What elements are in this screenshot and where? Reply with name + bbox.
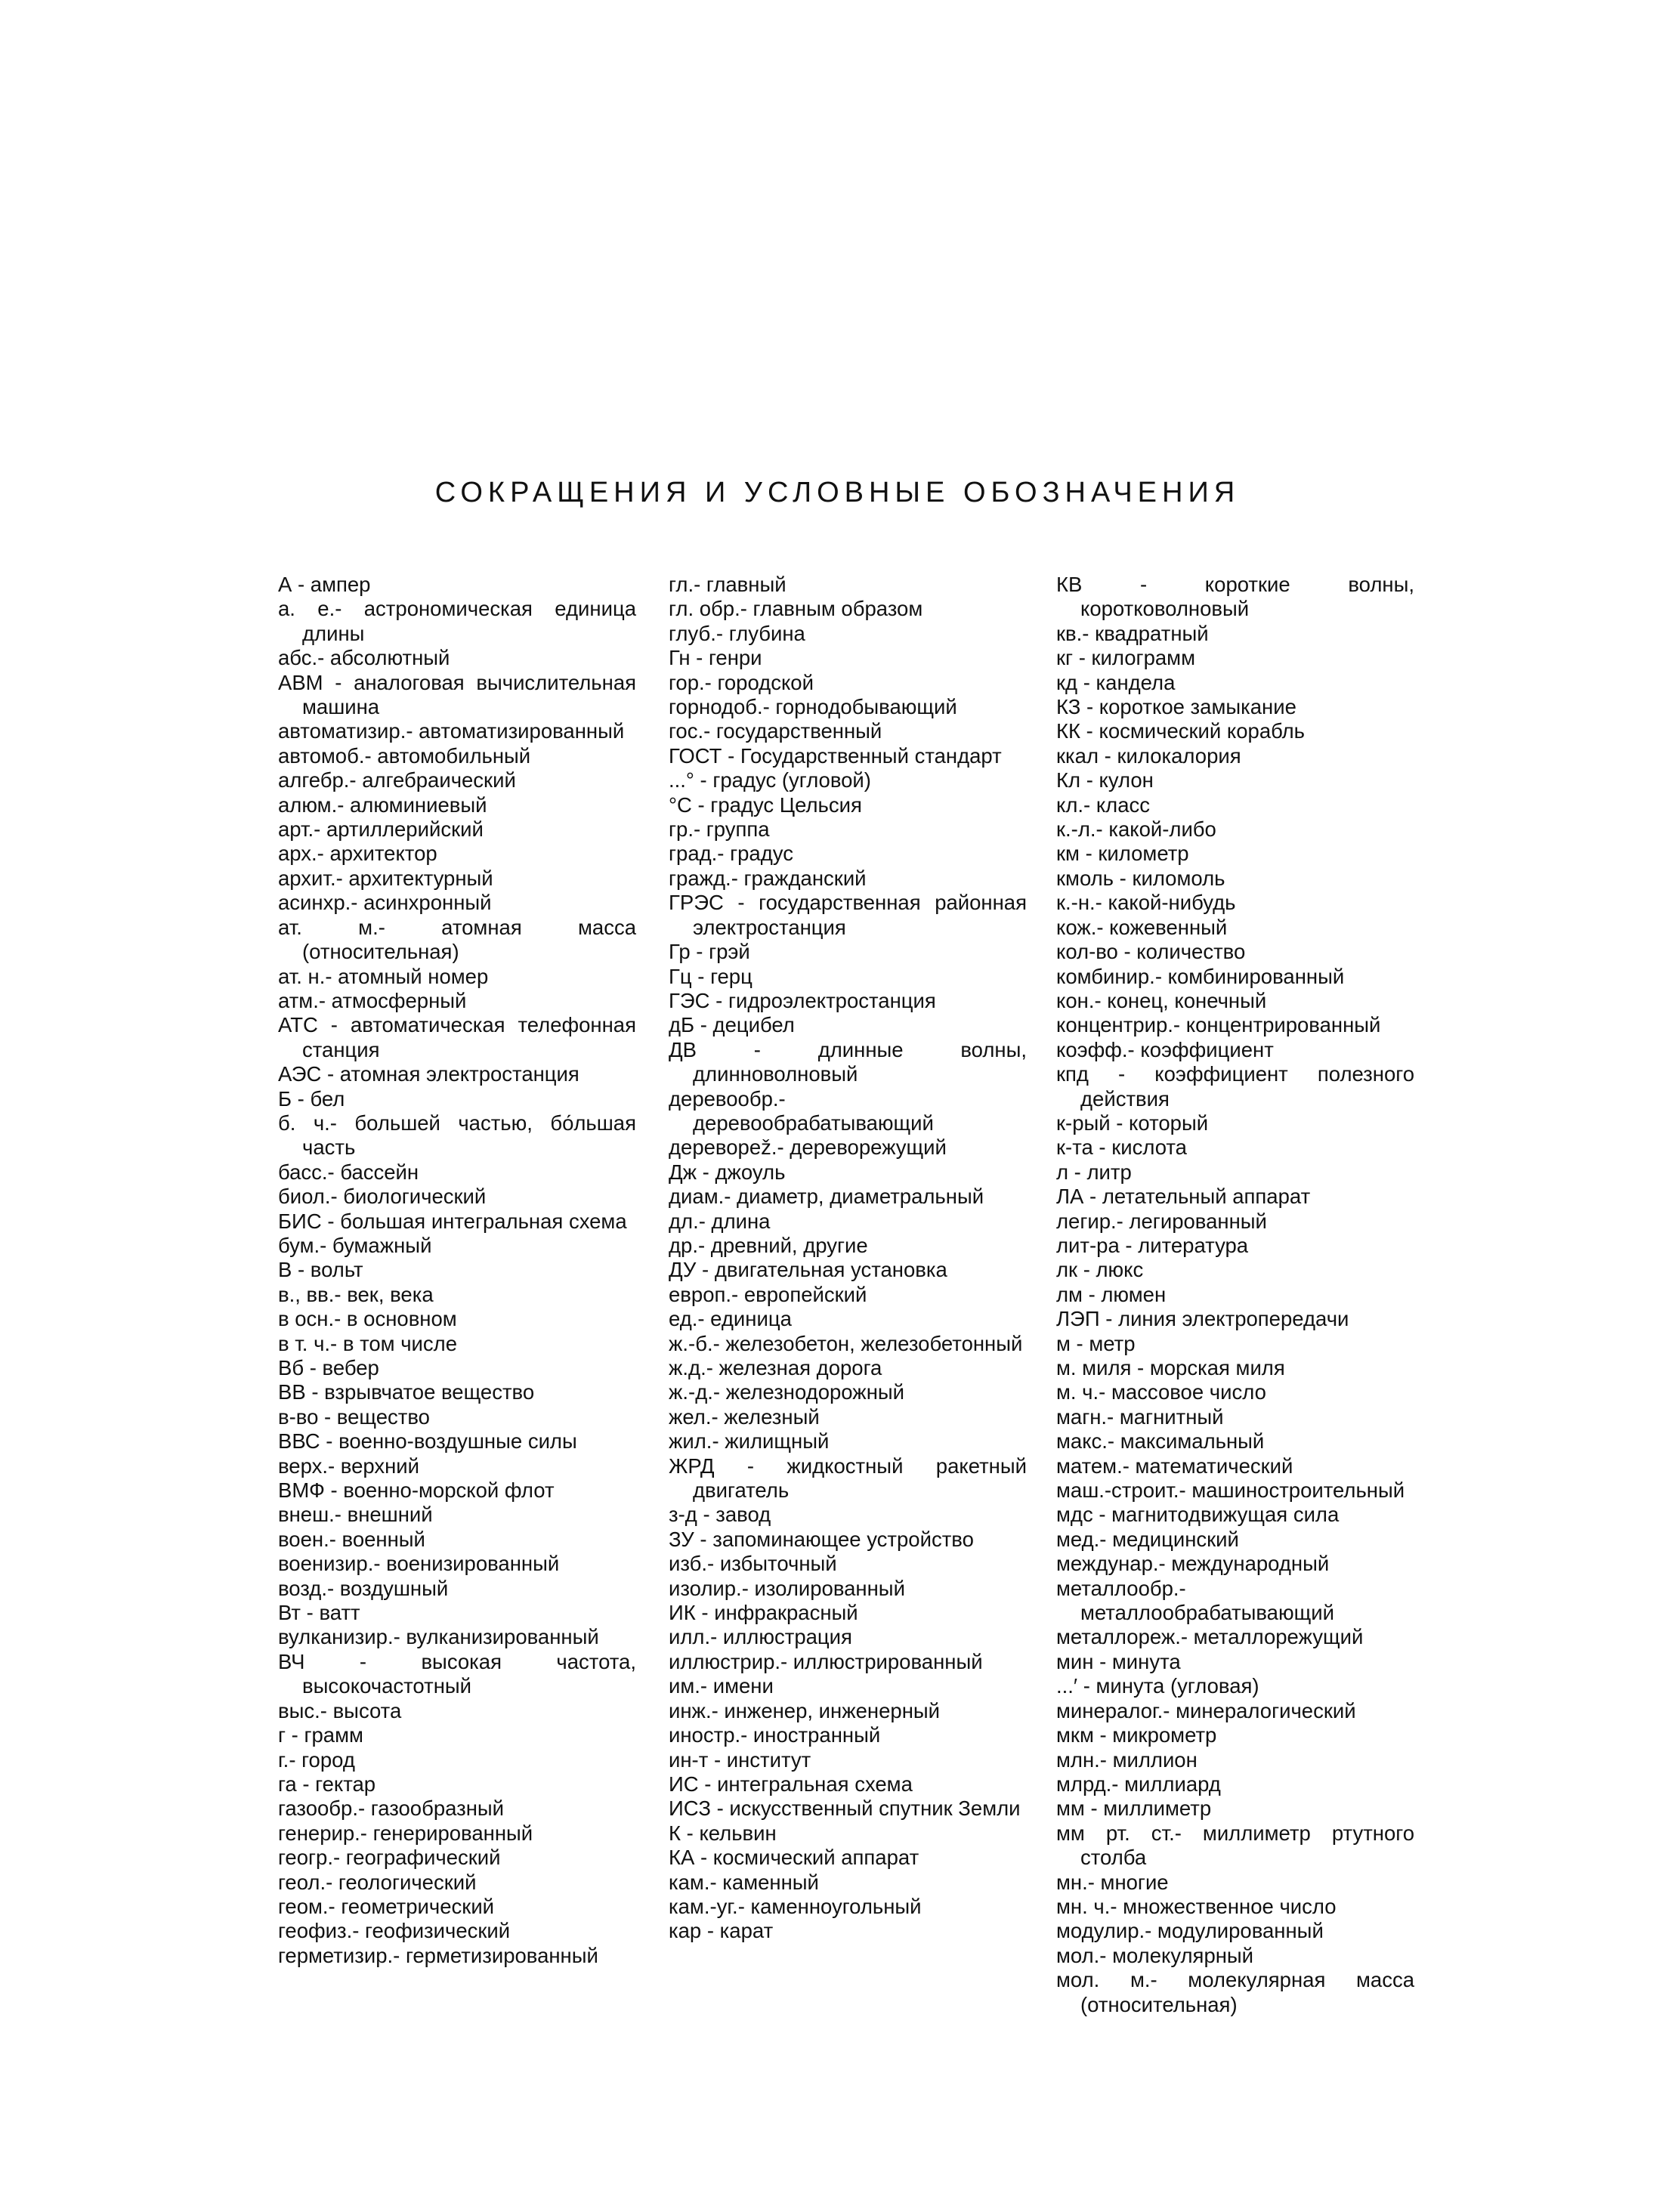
- abbreviation-entry: Гн - генри: [669, 646, 762, 670]
- abbreviation-entry: ГРЭС - государственная районная электростанция: [669, 891, 1027, 939]
- abbreviation-entry: ДУ - двигательная установка: [669, 1258, 947, 1282]
- abbreviation-entry: г.- город: [278, 1747, 355, 1772]
- abbreviation-entry: КЗ - короткое замыкание: [1056, 695, 1296, 719]
- abbreviation-entry: кпд - коэффициент полезного действия: [1056, 1062, 1414, 1111]
- abbreviation-entry: в т. ч.- в том числе: [278, 1331, 457, 1355]
- abbreviation-entry: автомоб.- автомобильный: [278, 743, 531, 768]
- abbreviation-entry: матем.- математический: [1056, 1454, 1293, 1478]
- abbreviation-entry: кл.- класс: [1056, 792, 1151, 817]
- abbreviation-entry: млн.- миллион: [1056, 1747, 1198, 1772]
- abbreviation-entry: кар - карат: [669, 1919, 774, 1943]
- abbreviation-entry: гражд.- гражданский: [669, 866, 867, 890]
- abbreviation-entry: кам.- каменный: [669, 1870, 819, 1894]
- abbreviation-entry: К - кельвин: [669, 1821, 777, 1845]
- abbreviation-entry: им.- имени: [669, 1674, 774, 1698]
- abbreviation-entry: ГОСТ - Государственный стандарт: [669, 743, 1002, 768]
- abbreviation-entry: ИСЗ - искусственный спутник Земли: [669, 1796, 1021, 1821]
- abbreviation-entry: АВМ - аналоговая вычислительная машина: [278, 670, 636, 719]
- abbreviation-entry: горнодоб.- горнодобывающий: [669, 695, 957, 719]
- abbreviation-entry: верх.- верхний: [278, 1454, 420, 1478]
- abbreviation-entry: ВЧ - высокая частота, высокочастотный: [278, 1649, 636, 1698]
- abbreviation-entry: ЛЭП - линия электропередачи: [1056, 1307, 1349, 1331]
- abbreviation-entry: в осн.- в основном: [278, 1307, 457, 1331]
- abbreviation-entry: к.-л.- какой-либо: [1056, 817, 1216, 842]
- abbreviation-entry: др.- древний, другие: [669, 1233, 868, 1257]
- abbreviation-entry: ИК - инфракрасный: [669, 1601, 858, 1625]
- abbreviation-entry: иллюстрир.- иллюстрированный: [669, 1649, 983, 1673]
- abbreviation-entry: мол.- молекулярный: [1056, 1943, 1254, 1967]
- abbreviation-entry: газообр.- газообразный: [278, 1796, 505, 1821]
- abbreviation-entry: Вб - вебер: [278, 1356, 379, 1379]
- abbreviation-entry: жел.- железный: [669, 1404, 820, 1429]
- abbreviation-entry: лм - люмен: [1056, 1282, 1167, 1306]
- abbreviation-entry: металлореж.- металлорежущий: [1056, 1625, 1364, 1649]
- abbreviation-entry: ат. м.- атомная масса (относительная): [278, 915, 636, 964]
- abbreviation-entry: мкм - микрометр: [1056, 1723, 1217, 1747]
- abbreviation-entry: гл.- главный: [669, 573, 787, 596]
- abbreviation-entry: мдс - магнитодвижущая сила: [1056, 1503, 1340, 1527]
- abbreviation-entry: магн.- магнитный: [1056, 1404, 1224, 1429]
- abbreviation-entry: к-рый - который: [1056, 1111, 1209, 1135]
- abbreviation-entry: кв.- квадратный: [1056, 621, 1209, 645]
- abbreviation-entry: мед.- медицинский: [1056, 1527, 1239, 1551]
- abbreviation-entry: гл. обр.- главным образом: [669, 597, 923, 621]
- abbreviation-entry: а. е.- астрономическая единица длины: [278, 597, 636, 645]
- abbreviation-entry: ...° - градус (угловой): [669, 768, 871, 792]
- abbreviation-entry: арх.- архитектор: [278, 842, 437, 866]
- abbreviation-entry: басс.- бассейн: [278, 1160, 419, 1184]
- abbreviation-entry: геом.- геометрический: [278, 1894, 495, 1918]
- abbreviation-entry: дл.- длина: [669, 1209, 771, 1233]
- abbreviation-entry: дБ - децибел: [669, 1013, 795, 1037]
- abbreviation-entry: кож.- кожевенный: [1056, 915, 1228, 939]
- abbreviation-entry: маш.-строит.- машиностроительный: [1056, 1478, 1405, 1503]
- abbreviation-entry: архит.- архитектурный: [278, 866, 493, 890]
- abbreviation-entry: град.- градус: [669, 842, 793, 866]
- abbreviation-entry: Б - бел: [278, 1086, 345, 1111]
- abbreviation-entry: металлообр.- металлообрабатывающий: [1056, 1576, 1334, 1625]
- abbreviation-entry: коэфф.- коэффициент: [1056, 1037, 1274, 1061]
- abbreviation-entry: млрд.- миллиард: [1056, 1772, 1221, 1796]
- abbreviation-entry: ин-т - институт: [669, 1747, 811, 1772]
- abbreviation-entry: ...′ - минута (угловая): [1056, 1674, 1259, 1698]
- abbreviation-entry: выс.- высота: [278, 1698, 402, 1722]
- abbreviation-entry: жил.- жилищный: [669, 1429, 830, 1454]
- abbreviation-entry: биол.- биологический: [278, 1185, 487, 1209]
- abbreviation-entry: к.-н.- какой-нибудь: [1056, 891, 1236, 915]
- abbreviation-entry: гор.- городской: [669, 670, 814, 694]
- abbreviation-entry: воен.- военный: [278, 1527, 425, 1551]
- abbreviation-entry: геол.- геологический: [278, 1870, 477, 1894]
- abbreviation-entry: Гр - грэй: [669, 940, 750, 964]
- abbreviation-entry: ж.-д.- железнодорожный: [669, 1380, 905, 1404]
- abbreviation-entry: м - метр: [1056, 1331, 1136, 1355]
- abbreviation-entry: КК - космический корабль: [1056, 719, 1306, 743]
- abbreviation-entry: генерир.- генерированный: [278, 1821, 533, 1845]
- abbreviation-entry: мм рт. ст.- миллиметр ртутного столба: [1056, 1821, 1414, 1870]
- abbreviation-entry: м. ч.- массовое число: [1056, 1380, 1266, 1404]
- abbreviation-entry: ккал - килокалория: [1056, 743, 1241, 768]
- abbreviation-entry: бум.- бумажный: [278, 1233, 432, 1257]
- abbreviation-entry: асинхр.- асинхронный: [278, 891, 492, 915]
- abbreviation-entry: илл.- иллюстрация: [669, 1625, 852, 1649]
- abbreviation-entry: изб.- избыточный: [669, 1552, 837, 1576]
- abbreviation-entry: герметизир.- герметизированный: [278, 1943, 598, 1967]
- abbreviation-entry: ИС - интегральная схема: [669, 1772, 913, 1796]
- abbreviation-entry: ВВС - военно-воздушные силы: [278, 1429, 577, 1454]
- abbreviation-entry: автоматизир.- автоматизированный: [278, 719, 625, 743]
- abbreviation-entry: АТС - автоматическая телефонная станция: [278, 1013, 636, 1061]
- abbreviation-entry: ж.д.- железная дорога: [669, 1356, 882, 1379]
- abbreviation-entry: Дж - джоуль: [669, 1160, 786, 1184]
- abbreviation-entry: дереворež.- дереворежущий: [669, 1135, 947, 1160]
- abbreviation-entry: кон.- конец, конечный: [1056, 988, 1267, 1012]
- abbreviation-entry: ВВ - взрывчатое вещество: [278, 1380, 535, 1404]
- abbreviation-entry: ДВ - длинные волны, длинноволновый: [669, 1037, 1027, 1086]
- page-title: СОКРАЩЕНИЯ И УСЛОВНЫЕ ОБОЗНАЧЕНИЯ: [434, 477, 1241, 508]
- abbreviation-entry: кд - кандела: [1056, 670, 1176, 694]
- abbreviation-entry: минералог.- минералогический: [1056, 1698, 1356, 1722]
- abbreviation-entry: гос.- государственный: [669, 719, 882, 743]
- abbreviation-entry: в-во - вещество: [278, 1404, 430, 1429]
- abbreviation-entry: военизир.- военизированный: [278, 1552, 560, 1576]
- abbreviation-entry: кам.-уг.- каменноугольный: [669, 1894, 922, 1918]
- abbreviation-entry: г - грамм: [278, 1723, 363, 1747]
- abbreviation-entry: ЗУ - запоминающее устройство: [669, 1527, 974, 1551]
- abbreviation-entry: Гц - герц: [669, 964, 753, 988]
- abbreviation-entry: лит-ра - литература: [1056, 1233, 1249, 1257]
- abbreviation-entry: мн.- многие: [1056, 1870, 1169, 1894]
- abbreviation-entry: иностр.- иностранный: [669, 1723, 881, 1747]
- abbreviation-entry: мин - минута: [1056, 1649, 1181, 1673]
- abbreviation-column-3: [1056, 573, 1414, 2017]
- abbreviation-entry: м. миля - морская миля: [1056, 1356, 1285, 1379]
- abbreviation-entry: вулканизир.- вулканизированный: [278, 1625, 599, 1649]
- abbreviation-entry: кг - килограмм: [1056, 646, 1195, 670]
- abbreviation-entry: макс.- максимальный: [1056, 1429, 1265, 1454]
- abbreviation-entry: ат. н.- атомный номер: [278, 964, 489, 988]
- abbreviation-column-2: [669, 573, 1027, 1944]
- abbreviation-entry: мол. м.- молекулярная масса (относительная): [1056, 1968, 1414, 2016]
- abbreviation-entry: ж.-б.- железобетон, железобетонный: [669, 1331, 1023, 1355]
- abbreviation-entry: А - ампер: [278, 573, 371, 596]
- abbreviation-entry: АЭС - атомная электростанция: [278, 1062, 579, 1086]
- abbreviation-entry: комбинир.- комбинированный: [1056, 964, 1345, 988]
- abbreviation-entry: В - вольт: [278, 1258, 363, 1282]
- abbreviation-entry: Вт - ватт: [278, 1601, 360, 1625]
- abbreviation-entry: концентрир.- концентрированный: [1056, 1013, 1381, 1037]
- abbreviation-entry: к-та - кислота: [1056, 1135, 1187, 1160]
- abbreviation-entry: европ.- европейский: [669, 1282, 867, 1306]
- abbreviation-entry: КВ - короткие волны, коротковолновый: [1056, 573, 1414, 621]
- abbreviation-entry: ВМФ - военно-морской флот: [278, 1478, 555, 1503]
- abbreviation-entry: диам.- диаметр, диаметральный: [669, 1185, 984, 1209]
- abbreviation-entry: арт.- артиллерийский: [278, 817, 484, 842]
- abbreviation-entry: геогр.- географический: [278, 1846, 501, 1870]
- abbreviation-entry: мн. ч.- множественное число: [1056, 1894, 1337, 1918]
- abbreviation-entry: лк - люкс: [1056, 1258, 1144, 1282]
- abbreviation-entry: кол-во - количество: [1056, 940, 1246, 964]
- abbreviation-entry: изолир.- изолированный: [669, 1576, 905, 1600]
- abbreviation-entry: га - гектар: [278, 1772, 376, 1796]
- abbreviation-entry: °С - градус Цельсия: [669, 792, 862, 817]
- abbreviation-entry: алгебр.- алгебраический: [278, 768, 516, 792]
- abbreviation-entry: модулир.- модулированный: [1056, 1919, 1324, 1943]
- abbreviation-entry: БИС - большая интегральная схема: [278, 1209, 627, 1233]
- abbreviation-entry: деревообр.- деревообрабатывающий: [669, 1086, 934, 1135]
- abbreviation-entry: междунар.- международный: [1056, 1552, 1330, 1576]
- abbreviation-entry: ЖРД - жидкостный ракетный двигатель: [669, 1454, 1027, 1503]
- abbreviation-entry: глуб.- глубина: [669, 621, 805, 645]
- abbreviation-entry: б. ч.- большей частью, бо́льшая часть: [278, 1111, 636, 1160]
- abbreviation-entry: легир.- легированный: [1056, 1209, 1267, 1233]
- abbreviation-entry: л - литр: [1056, 1160, 1132, 1184]
- abbreviation-entry: КА - космический аппарат: [669, 1846, 919, 1870]
- abbreviation-entry: внеш.- внешний: [278, 1503, 433, 1527]
- abbreviation-entry: ЛА - летательный аппарат: [1056, 1185, 1311, 1209]
- abbreviation-entry: атм.- атмосферный: [278, 988, 467, 1012]
- abbreviation-entry: з-д - завод: [669, 1503, 771, 1527]
- abbreviation-entry: км - километр: [1056, 842, 1189, 866]
- abbreviation-entry: в., вв.- век, века: [278, 1282, 434, 1306]
- abbreviation-entry: возд.- воздушный: [278, 1576, 449, 1600]
- abbreviation-entry: Кл - кулон: [1056, 768, 1154, 792]
- abbreviation-column-1: [278, 573, 636, 1968]
- abbreviation-entry: ГЭС - гидроэлектростанция: [669, 988, 936, 1012]
- abbreviation-entry: мм - миллиметр: [1056, 1796, 1212, 1821]
- abbreviation-entry: абс.- абсолютный: [278, 646, 450, 670]
- abbreviation-entry: алюм.- алюминиевый: [278, 792, 487, 817]
- abbreviation-entry: инж.- инженер, инженерный: [669, 1698, 941, 1722]
- abbreviation-entry: кмоль - киломоль: [1056, 866, 1225, 890]
- abbreviation-entry: ед.- единица: [669, 1307, 792, 1331]
- abbreviation-entry: геофиз.- геофизический: [278, 1919, 511, 1943]
- abbreviation-entry: гр.- группа: [669, 817, 770, 842]
